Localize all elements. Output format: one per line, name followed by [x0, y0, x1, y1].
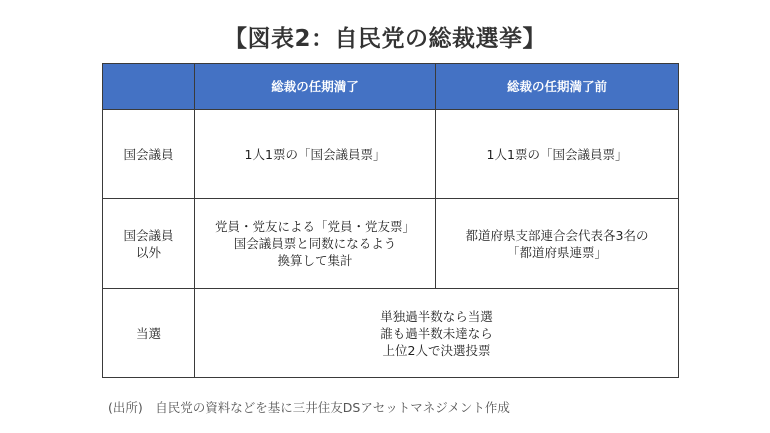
cell-text-line: 換算して集計	[277, 253, 353, 268]
cell-before-expiry	[436, 199, 679, 289]
table-header-row	[103, 64, 679, 110]
cell-text-line: 単独過半数なら当選	[380, 308, 493, 324]
cell-text-line: 1人1票の「国会議員票」	[244, 146, 386, 162]
cell-text-line: 「都道府県連票」	[506, 244, 607, 260]
cell-text-line: 1人1票の「国会議員票」	[486, 146, 628, 162]
header-before-term-expiry: 総裁の任期満了前	[436, 64, 679, 110]
page-title: 【図表2：自民党の総裁選挙】	[223, 26, 546, 52]
header-corner-cell	[103, 64, 195, 110]
row-label-line: 以外	[135, 244, 161, 260]
table-row	[103, 199, 679, 289]
cell-text-line: 国会議員票と同数になるよう	[233, 236, 397, 251]
cell-text-line: 都道府県支部連合会代表各3名の	[465, 227, 649, 243]
source-note: (出所) 自民党の資料などを基に三井住友DSアセットマネジメント作成	[108, 400, 510, 415]
cell-merged-result	[195, 289, 679, 378]
election-comparison-table	[102, 63, 679, 378]
cell-text-line: 上位2人で決選投票	[382, 342, 491, 358]
cell-text-line: 誰も過半数未達なら	[380, 325, 493, 341]
row-label-line: 国会議員	[123, 227, 174, 243]
cell-text-line: 党員・党友による「党員・党友票」	[214, 219, 415, 234]
cell-term-expiry	[195, 110, 436, 199]
row-label-line: 当選	[135, 325, 161, 341]
row-label-cell	[103, 110, 195, 199]
cell-before-expiry	[436, 110, 679, 199]
row-label-line: 国会議員	[123, 146, 174, 162]
row-label-cell	[103, 289, 195, 378]
row-label-cell	[103, 199, 195, 289]
table-row	[103, 110, 679, 199]
cell-term-expiry	[195, 199, 436, 289]
table-row	[103, 289, 679, 378]
header-term-expiry: 総裁の任期満了	[195, 64, 436, 110]
